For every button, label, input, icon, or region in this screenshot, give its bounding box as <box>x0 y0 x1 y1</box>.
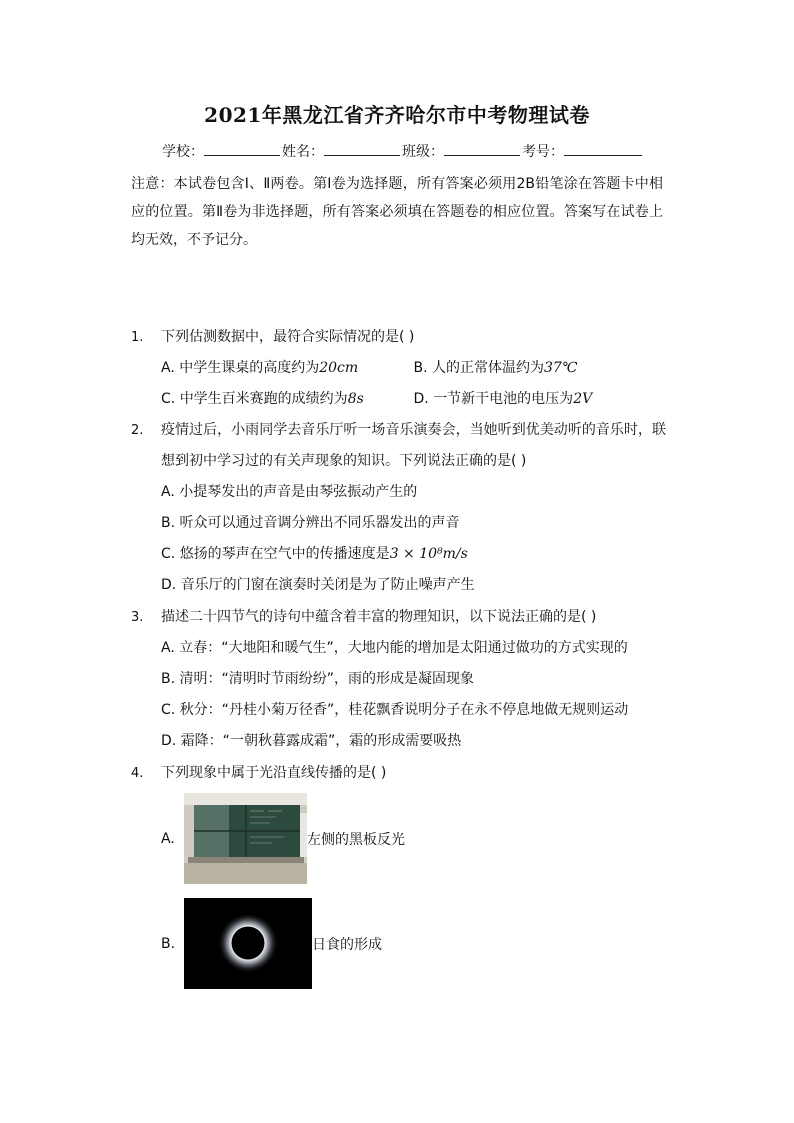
question-number: 4. <box>131 766 144 781</box>
question-stem: 描述二十四节气的诗句中蕴含着丰富的物理知识，以下说法正确的是( ) <box>161 609 597 625</box>
question-stem: 疫情过后，小雨同学去音乐厅听一场音乐演奏会，当她听到优美动听的音乐时，联想到初中学习过的有关声现象的知识。下列说法正确的是( ) <box>161 422 666 469</box>
question-4 <box>131 758 666 789</box>
question-1 <box>131 322 666 415</box>
option-d[interactable]: D. 一节新干电池的电压为2V <box>413 391 593 407</box>
exam-number-blank[interactable] <box>564 141 642 156</box>
exam-notice: 注意：本试卷包含Ⅰ、Ⅱ两卷。第Ⅰ卷为选择题，所有答案必须用2B铅笔涂在答题卡中相应的位置。第Ⅱ卷为非选择题，所有答案必须填在答题卷的相应位置。答案写在试卷上均无效，不予记分。 <box>131 176 663 248</box>
option-a[interactable]: A. 小提琴发出的声音是由琴弦振动产生的 <box>161 484 418 500</box>
class-blank[interactable] <box>444 141 520 156</box>
exam-number-label: 考号： <box>522 144 564 160</box>
question-2 <box>131 415 666 601</box>
page-title: 2021年黑龙江省齐齐哈尔市中考物理试卷 <box>204 103 590 127</box>
student-info-line <box>162 141 644 161</box>
name-blank[interactable] <box>324 141 400 156</box>
question-stem: 下列现象中属于光沿直线传播的是( ) <box>161 765 387 781</box>
option-c[interactable]: C. 悠扬的琴声在空气中的传播速度是3 × 10⁸m/s <box>161 546 468 562</box>
option-a[interactable]: A. 立春：“大地阳和暖气生”，大地内能的增加是太阳通过做功的方式实现的 <box>161 640 628 656</box>
question-number: 3. <box>131 610 144 625</box>
name-label: 姓名： <box>282 144 324 160</box>
solar-eclipse-photo <box>184 898 312 989</box>
option-a[interactable]: A. 中学生课桌的高度约为20cm <box>161 360 359 376</box>
question-stem: 下列估测数据中，最符合实际情况的是( ) <box>161 329 415 345</box>
option-c[interactable]: C. 中学生百米赛跑的成绩约为8s <box>161 391 364 407</box>
school-label: 学校： <box>162 144 204 160</box>
question-number: 1. <box>131 330 144 345</box>
question-3 <box>131 602 666 757</box>
school-blank[interactable] <box>204 141 280 156</box>
option-b[interactable]: B. 人的正常体温约为37℃ <box>413 360 578 376</box>
option-b[interactable]: B. 听众可以通过音调分辨出不同乐器发出的声音 <box>161 515 460 531</box>
option-a[interactable]: A. 左侧的黑板反光 <box>161 793 405 884</box>
question-number: 2. <box>131 423 144 438</box>
option-d[interactable]: D. 霜降：“一朝秋暮露成霜”，霜的形成需要吸热 <box>161 733 462 749</box>
option-b[interactable]: B. 清明：“清明时节雨纷纷”，雨的形成是凝固现象 <box>161 671 475 687</box>
blackboard-illustration <box>184 793 307 884</box>
class-label: 班级： <box>402 144 444 160</box>
option-b[interactable]: B. 日食的形成 <box>161 898 382 989</box>
eclipse-illustration <box>184 898 312 989</box>
blackboard-photo <box>184 793 307 884</box>
option-d[interactable]: D. 音乐厅的门窗在演奏时关闭是为了防止噪声产生 <box>161 577 475 593</box>
option-c[interactable]: C. 秋分：“丹桂小菊万径香”，桂花飘香说明分子在永不停息地做无规则运动 <box>161 702 629 718</box>
